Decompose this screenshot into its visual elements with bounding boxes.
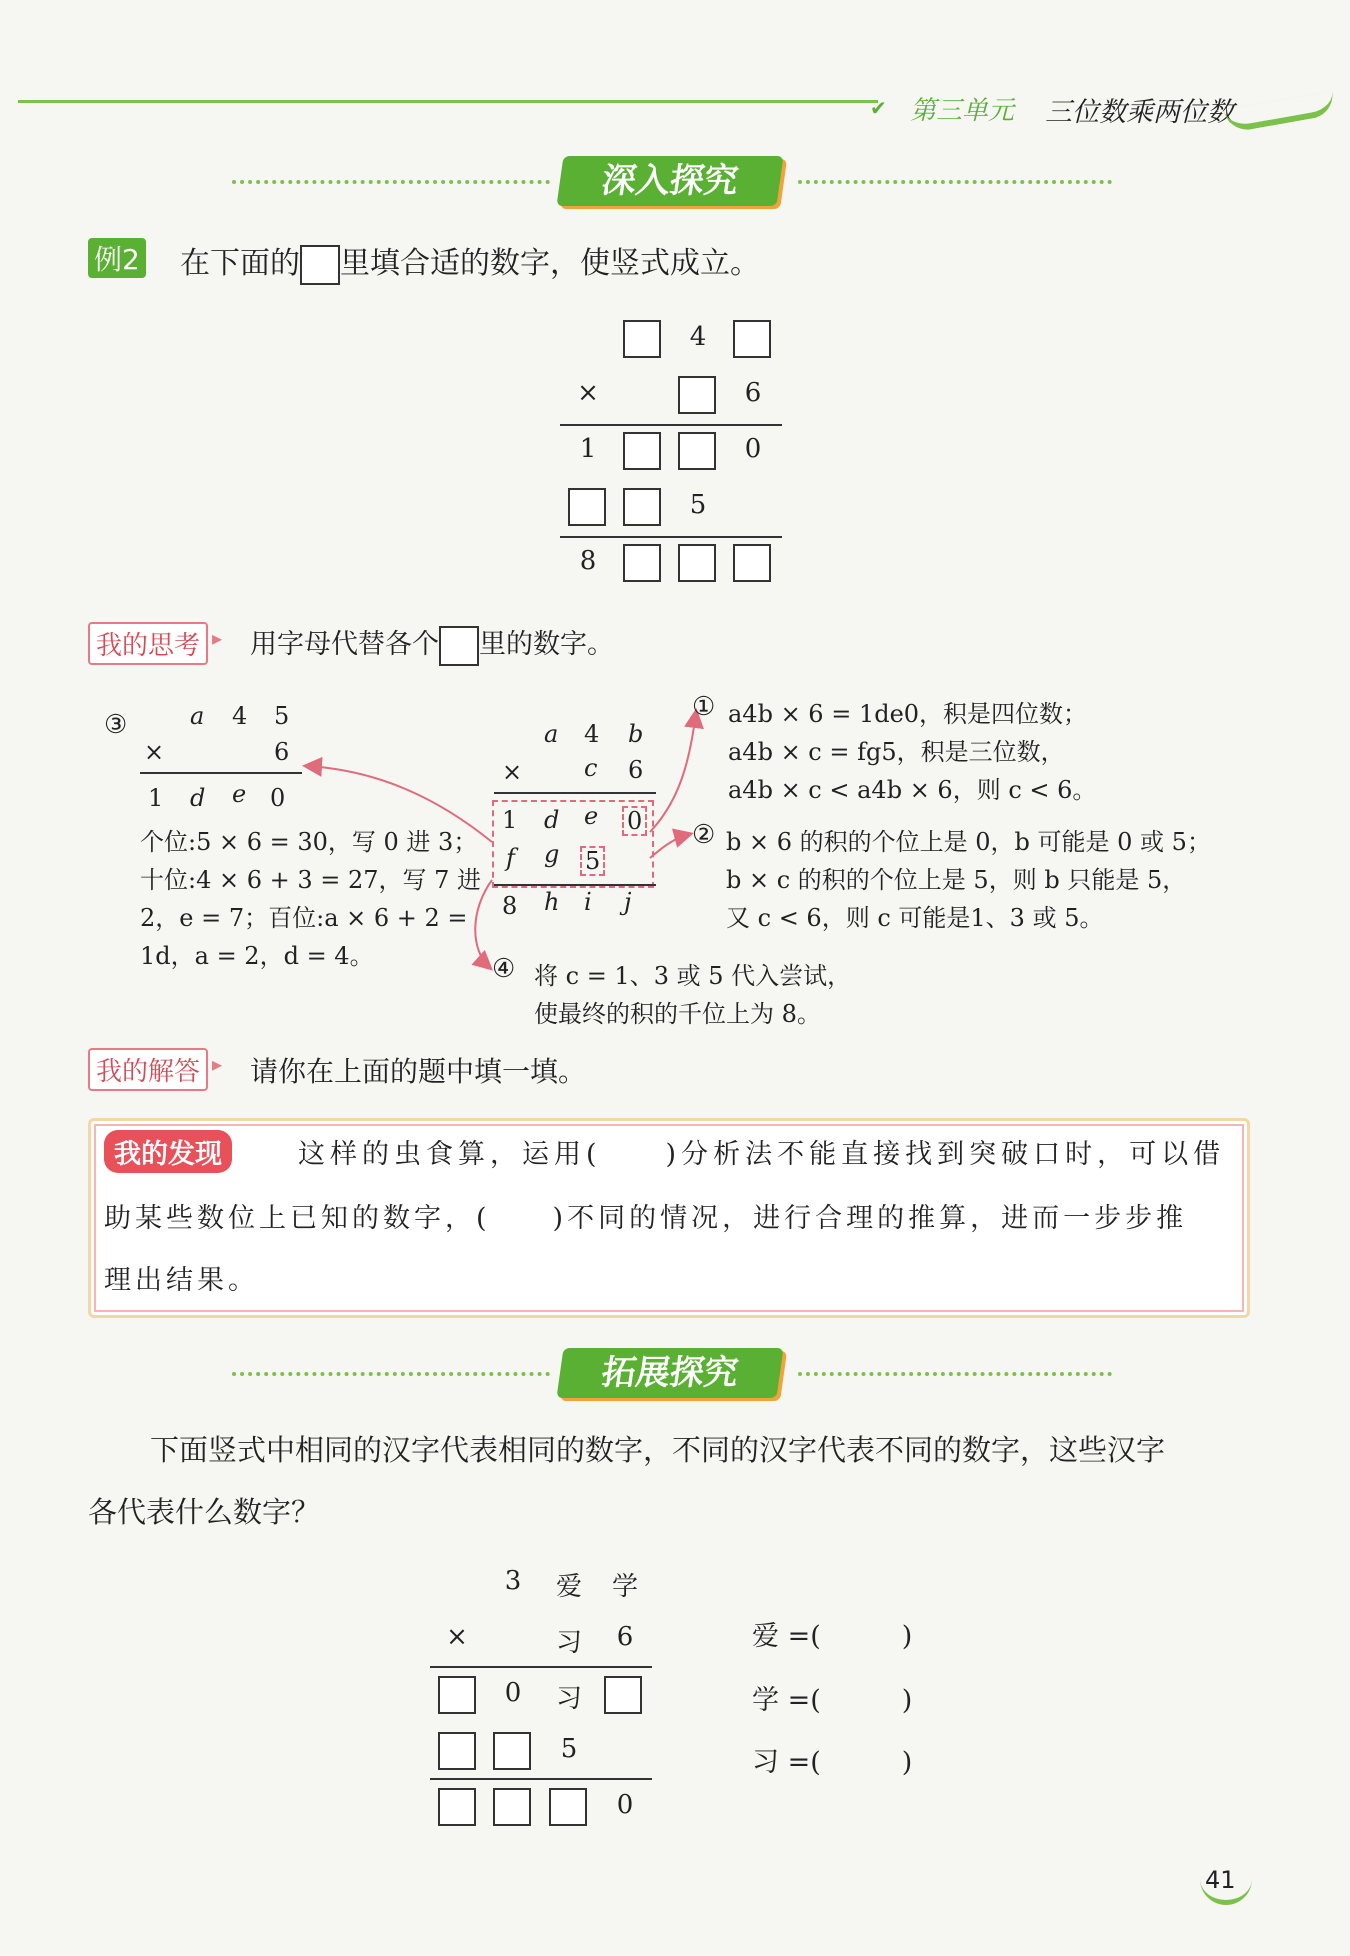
step3-digit: 4	[232, 702, 248, 730]
ext-digit: 0	[504, 1678, 522, 1708]
ext-char: 学	[611, 1572, 638, 1602]
mid-digit: 4	[584, 720, 600, 748]
mid-digit: a	[544, 720, 559, 748]
note1-index: ①	[692, 692, 716, 722]
mid-digit: f	[506, 844, 515, 872]
digit: 6	[744, 378, 762, 408]
answer-text: 请你在上面的题中填一填。	[250, 1055, 587, 1088]
step3-line: 个位:5 × 6 = 30，写 0 进 3；	[140, 828, 478, 856]
step3-line: 十位:4 × 6 + 3 = 27，写 7 进	[140, 866, 482, 894]
note4-index: ④	[492, 954, 516, 984]
mid-digit: j	[624, 888, 632, 916]
example-prompt-before: 在下面的	[180, 246, 300, 281]
digit: 1	[579, 434, 597, 464]
mid-digit-highlight: 5	[580, 846, 605, 876]
arrow-to-step3	[306, 766, 492, 842]
answer-box[interactable]	[438, 1732, 476, 1770]
mid-digit: e	[584, 802, 599, 830]
ext-digit: 5	[560, 1734, 578, 1764]
answer-ai[interactable]: 爱 =( )	[752, 1621, 913, 1652]
section2-title: 拓展探究	[556, 1348, 783, 1398]
answer-box[interactable]	[493, 1732, 531, 1770]
discovery-tag: 我的发现	[104, 1130, 232, 1173]
answer-tag: 我的解答 ▸	[88, 1048, 208, 1091]
header-chevron-icon: ✔	[870, 96, 887, 120]
mid-digit: g	[544, 840, 560, 868]
step3-digit: 0	[270, 784, 286, 812]
mid-digit: 6	[628, 756, 644, 784]
extension-line2: 各代表什么数字？	[88, 1495, 321, 1529]
note1-line: a4b × c = fg5，积是三位数，	[728, 738, 1065, 766]
header-subject: 三位数乘两位数	[1045, 97, 1234, 128]
step3-index: ③	[104, 710, 128, 740]
note1-line: a4b × c < a4b × 6，则 c < 6。	[728, 776, 1097, 804]
step3-line: 2，e = 7；百位:a × 6 + 2 =	[140, 904, 468, 932]
example-badge: 例2	[88, 238, 146, 278]
mid-digit-highlight: 0	[622, 806, 647, 836]
header-unit: 第三单元	[910, 96, 1015, 126]
thinking-tag: 我的思考 ▸	[88, 622, 208, 665]
ext-times: ×	[446, 1622, 468, 1652]
section2-dots-left	[232, 1372, 550, 1376]
answer-box[interactable]	[604, 1676, 642, 1714]
digit: 8	[579, 546, 597, 576]
answer-box[interactable]	[438, 1788, 476, 1826]
digit: 5	[689, 490, 707, 520]
arrow-to-step1	[650, 712, 696, 832]
mid-digit: 8	[502, 892, 518, 920]
step3-digit: 6	[274, 738, 290, 766]
answer-xue[interactable]: 学 =( )	[752, 1685, 913, 1716]
mid-times: ×	[502, 758, 523, 786]
digit: 4	[689, 322, 707, 352]
ext-char: 爱	[555, 1572, 582, 1602]
step3-times: ×	[144, 738, 165, 766]
step3-digit: e	[232, 780, 247, 808]
note2-line: b × c 的积的个位上是 5，则 b 只能是 5，	[726, 866, 1187, 894]
step3-digit: 5	[274, 702, 290, 730]
digit: 0	[744, 434, 762, 464]
discovery-line1: 这样的虫食算，运用( )分析法不能直接找到突破口时，可以借	[298, 1139, 1226, 1170]
mid-digit: h	[544, 888, 560, 916]
mid-digit: i	[584, 888, 592, 916]
thinking-text-after: 里的数字。	[479, 629, 614, 660]
ext-char: 习	[555, 1684, 582, 1714]
note2-line: 又 c < 6，则 c 可能是1、3 或 5。	[726, 904, 1104, 932]
rule	[430, 1666, 652, 1668]
ext-digit: 0	[616, 1790, 634, 1820]
note4-line: 使最终的积的千位上为 8。	[534, 1000, 821, 1028]
discovery-line3: 理出结果。	[104, 1265, 259, 1296]
example-prompt-after: 里填合适的数字，使竖式成立。	[340, 246, 760, 281]
ext-char: 习	[555, 1628, 582, 1658]
arrow-to-step4	[475, 880, 492, 968]
times-sign: ×	[577, 378, 599, 408]
step3-digit: 1	[148, 784, 164, 812]
section2-dots-right	[798, 1372, 1112, 1376]
answer-box[interactable]	[438, 1676, 476, 1714]
rule	[430, 1778, 652, 1780]
note4-line: 将 c = 1、3 或 5 代入尝试，	[534, 962, 852, 990]
answer-box[interactable]	[549, 1788, 587, 1826]
step3-digit: d	[190, 784, 206, 812]
mid-digit: b	[628, 720, 644, 748]
ext-digit: 3	[504, 1566, 522, 1596]
note2-index: ②	[692, 820, 716, 850]
ext-digit: 6	[616, 1622, 634, 1652]
answer-box[interactable]	[493, 1788, 531, 1826]
extension-line1: 下面竖式中相同的汉字代表相同的数字，不同的汉字代表不同的数字，这些汉字	[150, 1433, 1166, 1467]
arrow-to-step2	[650, 834, 690, 858]
thinking-text-before: 用字母代替各个	[250, 629, 439, 660]
page-number: 41	[1205, 1866, 1236, 1894]
step3-digit: a	[190, 702, 205, 730]
note2-line: b × 6 的积的个位上是 0，b 可能是 0 或 5；	[726, 828, 1211, 856]
step3-line: 1d，a = 2，d = 4。	[140, 942, 374, 970]
answer-xi[interactable]: 习 =( )	[752, 1747, 913, 1778]
mid-digit: c	[584, 754, 598, 782]
mid-digit: 1	[502, 806, 518, 834]
section1-title: 深入探究	[556, 156, 783, 206]
mid-digit: d	[544, 806, 560, 834]
discovery-line2: 助某些数位上已知的数字，( )不同的情况，进行合理的推算，进而一步步推	[104, 1203, 1188, 1234]
note1-line: a4b × 6 = 1de0，积是四位数；	[728, 700, 1088, 728]
